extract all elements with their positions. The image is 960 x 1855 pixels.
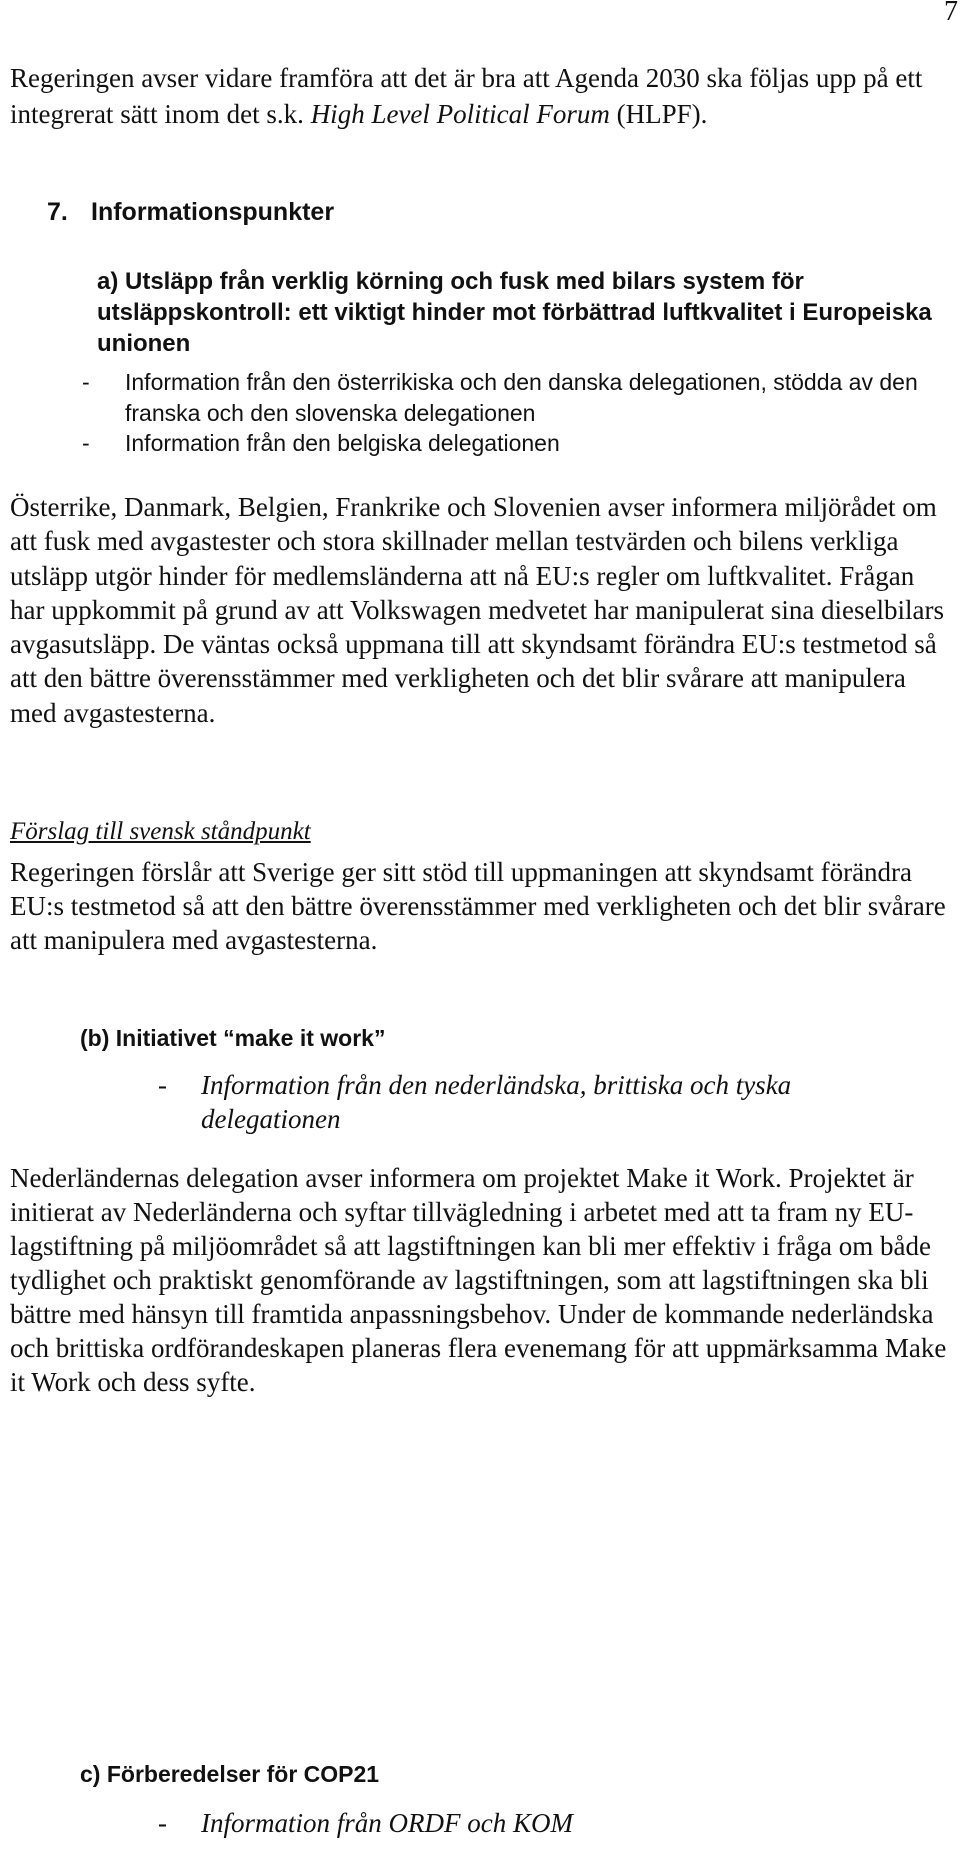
bullet-text: Information från den nederländska, brittiska och tyska delegationen (201, 1070, 792, 1134)
intro-italic-text: High Level Political Forum (310, 99, 610, 129)
section-number: 7. (47, 198, 68, 226)
intro-text: Regeringen avser vidare framföra att det är bra att Agenda 2030 ska följas upp på ett integrerat sätt inom det s.k. (10, 63, 923, 129)
dash-marker: - (158, 1808, 167, 1838)
dash-marker: - (82, 369, 90, 395)
page-number: 7 (944, 0, 958, 27)
item-b-heading: (b) Initiativet “make it work” (80, 1025, 386, 1051)
dash-marker: - (82, 430, 90, 456)
dash-marker: - (158, 1070, 167, 1100)
bullet-text: Information från den österrikiska och den danska delegationen, stödda av den franska och den slovenska delegationen (125, 369, 918, 426)
item-c-heading: c) Förberedelser för COP21 (80, 1761, 380, 1787)
position-text: Regeringen förslår att Sverige ger sitt stöd till uppmaningen att skyndsamt förändra EU:s testmetod så att den bättre överensstämmer med verkligheten och det blir svårare att manipulera med avgastesterna. (10, 857, 946, 955)
item-a-bullet-1 (82, 367, 952, 429)
item-a-paragraph: Österrike, Danmark, Belgien, Frankrike och Slovenien avser informera miljörådet om att fusk med avgastester och stora skillnader mellan testvärden och bilens verkliga utsläpp utgör hinder för medlemsländerna att nå EU:s regler om luftkvalitet. Frågan har uppkommit på grund av att Volkswagen medvetet har manipulerat sina dieselbilars avgasutsläpp. De väntas också uppmana till att skyndsamt förändra EU:s testmetod så att den bättre överensstämmer med verkligheten och det blir svårare att manipulera med avgastesterna. (10, 492, 945, 728)
item-c-bullet (158, 1806, 948, 1846)
intro-text-end: (HLPF). (616, 99, 708, 129)
position-heading: Förslag till svensk ståndpunkt (10, 818, 311, 845)
section-title: Informationspunkter (91, 198, 335, 226)
section-heading (47, 198, 334, 227)
item-a-bullet-2 (82, 428, 952, 459)
bullet-text: Information från den belgiska delegationen (125, 430, 560, 456)
bullet-text: Information från ORDF och KOM (201, 1808, 573, 1838)
item-b-paragraph: Nederländernas delegation avser informera om projektet Make it Work. Projektet är initierat av Nederländerna och syftar tillvägledning i arbetet med att ta fram ny EU-lagstiftning på miljöområdet så att lagstiftningen kan bli mer effektiv i fråga om både tydlighet och praktiskt genomförande av lagstiftningen, som att lagstiftningen ska bli bättre med hänsyn till framtida anpassningsbehov. Under de kommande nederländska och brittiska ordförandeskapen planeras flera evenemang för att uppmärksamma Make it Work och dess syfte. (10, 1163, 947, 1397)
intro-paragraph (10, 60, 955, 132)
item-b-bullet (158, 1068, 948, 1138)
item-a-heading: a) Utsläpp från verklig körning och fusk med bilars system för utsläppskontroll: ett viktigt hinder mot förbättrad luftkvalitet i Europeiska unionen (97, 268, 932, 357)
